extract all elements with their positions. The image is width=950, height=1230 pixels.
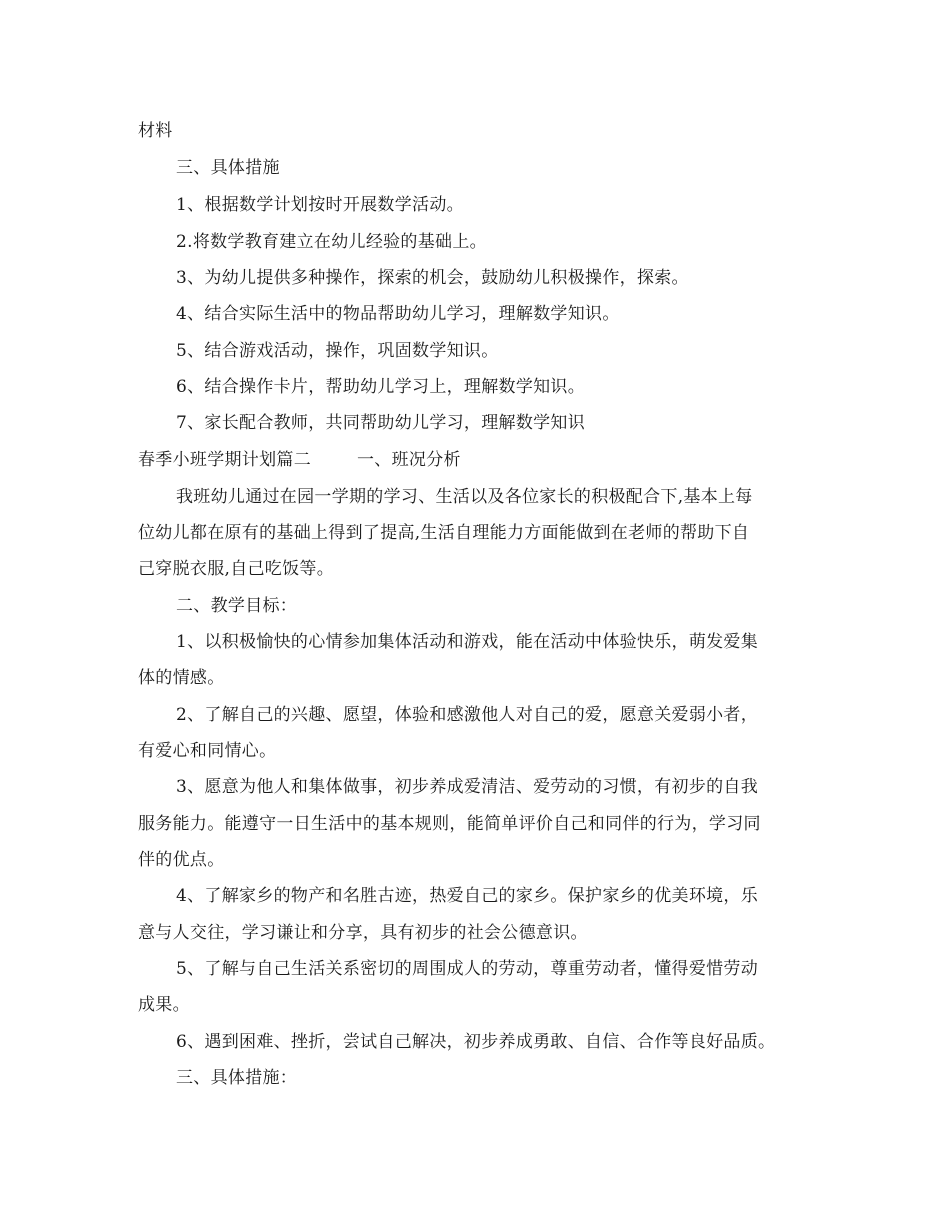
- section-heading: 二、教学目标：: [176, 596, 298, 616]
- article-title-line: [138, 450, 461, 470]
- list-item-continuation: 有爱心和同情心。: [138, 741, 277, 761]
- section-heading: 三、具体措施：: [176, 1068, 298, 1088]
- section-heading: 三、具体措施: [176, 158, 280, 178]
- list-item: 3、为幼儿提供多种操作，探索的机会，鼓励幼儿积极操作，探索。: [176, 268, 689, 288]
- list-item: 2.将数学教育建立在幼儿经验的基础上。: [176, 232, 487, 252]
- list-item: 1、以积极愉快的心情参加集体活动和游戏，能在活动中体验快乐，萌发爱集: [176, 632, 759, 652]
- list-item: 6、结合操作卡片，帮助幼儿学习上，理解数学知识。: [176, 377, 586, 397]
- paragraph-line: 位幼儿都在原有的基础上得到了提高,生活自理能力方面能做到在老师的帮助下自: [138, 523, 750, 543]
- list-item: 5、结合游戏活动，操作，巩固数学知识。: [176, 341, 499, 361]
- section-heading: 一、班况分析: [357, 450, 461, 470]
- list-item-continuation: 意与人交往，学习谦让和分享，具有初步的社会公德意识。: [138, 923, 588, 943]
- list-item: 4、了解家乡的物产和名胜古迹，热爱自己的家乡。保护家乡的优美环境，乐: [176, 886, 759, 906]
- list-item: 6、遇到困难、挫折，尝试自己解决，初步养成勇敢、自信、合作等良好品质。: [176, 1032, 776, 1052]
- list-item-continuation: 伴的优点。: [138, 850, 225, 870]
- list-item-continuation: 服务能力。能遵守一日生活中的基本规则，能简单评价自己和同伴的行为，学习同: [138, 814, 761, 834]
- text-line: 材料: [138, 121, 173, 141]
- list-item: 2、了解自己的兴趣、愿望，体验和感激他人对自己的爱，愿意关爱弱小者，: [176, 705, 759, 725]
- article-title: 春季小班学期计划篇二: [138, 450, 311, 470]
- list-item: 7、家长配合教师，共同帮助幼儿学习，理解数学知识: [176, 413, 586, 433]
- list-item: 3、愿意为他人和集体做事，初步养成爱清洁、爱劳动的习惯，有初步的自我: [176, 777, 759, 797]
- list-item: 1、根据数学计划按时开展数学活动。: [176, 195, 464, 215]
- paragraph-line: 己穿脱衣服,自己吃饭等。: [138, 559, 335, 579]
- list-item-continuation: 体的情感。: [138, 668, 225, 688]
- list-item: 5、了解与自己生活关系密切的周围成人的劳动，尊重劳动者，懂得爱惜劳动: [176, 959, 759, 979]
- list-item: 4、结合实际生活中的物品帮助幼儿学习，理解数学知识。: [176, 304, 620, 324]
- list-item-continuation: 成果。: [138, 995, 190, 1015]
- paragraph-line: 我班幼儿通过在园一学期的学习、生活以及各位家长的积极配合下,基本上每: [176, 487, 753, 507]
